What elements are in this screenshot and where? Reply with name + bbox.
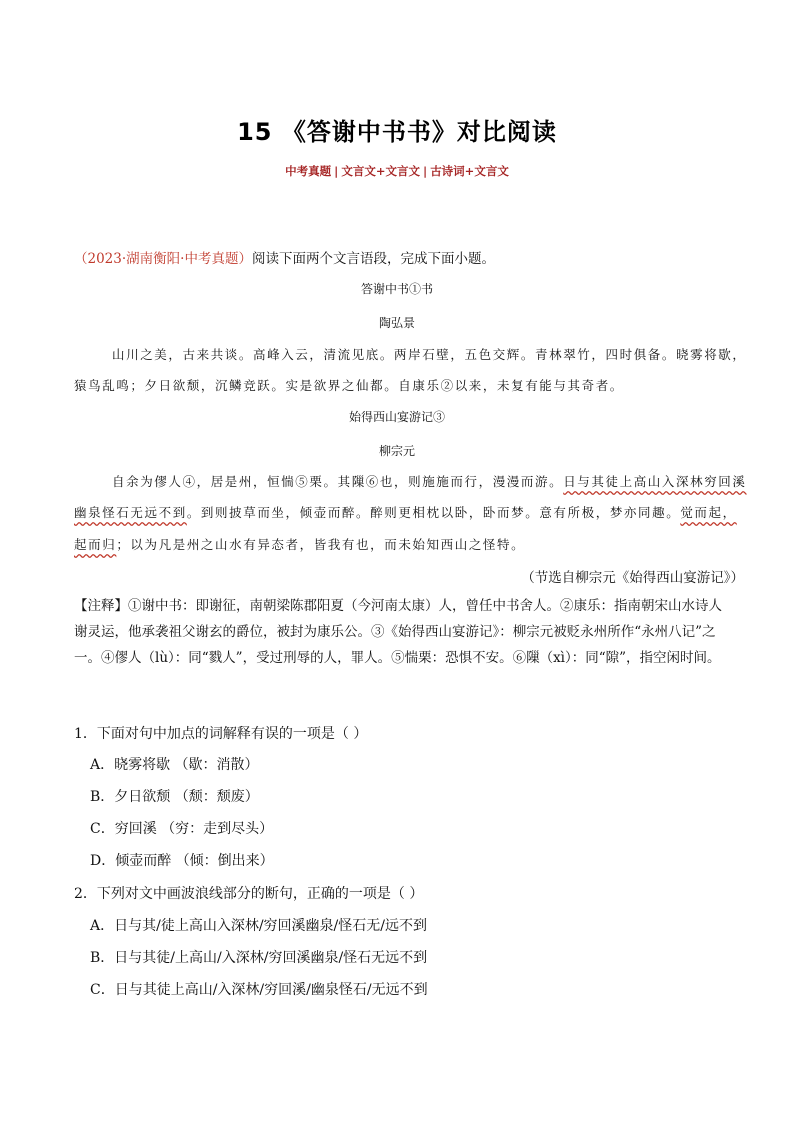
passage2-text: 。到则披草而坐，倾壶而醉。醉则更相枕以卧，卧而梦。意有所极，梦亦同趣。 xyxy=(186,505,681,520)
tag-exam: 中考真题 xyxy=(285,164,332,178)
passage1-title: 答谢中书①书 xyxy=(360,282,433,296)
passage2-line xyxy=(74,535,525,553)
passage2-line xyxy=(112,472,747,490)
passage2-title: 始得西山宴游记③ xyxy=(348,410,445,424)
intro-line xyxy=(74,247,495,267)
question-1-stem: 1．下面对句中加点的词解释有误的一项是（ ） xyxy=(74,726,368,742)
passage1-line: 猿鸟乱鸣；夕日欲颓，沉鳞竞跃。实是欲界之仙都。自康乐②以来，未复有能与其奇者。 xyxy=(74,378,624,393)
tag-separator: | xyxy=(334,164,339,178)
wavy-underlined-text: 觉而起， xyxy=(680,505,737,520)
question-2-option-a[interactable]: A．日与其/徒上高山入深林/穷回溪幽泉/怪石无/远不到 xyxy=(90,918,427,934)
question-1-option-a[interactable]: A．晓雾将歇 （歇：消散） xyxy=(90,757,259,773)
question-2-option-c[interactable]: C．日与其徒上高山/入深林/穷回溪/幽泉怪石/无远不到 xyxy=(90,982,428,998)
category-tags xyxy=(0,163,794,179)
passage2-text: 自余为僇人④，居是州，恒惴⑤栗。其隟⑥也，则施施而行，漫漫而游。 xyxy=(112,474,564,489)
question-1-option-b[interactable]: B．夕日欲颓 （颓：颓废） xyxy=(90,789,259,805)
passage2-source: （节选自柳宗元《始得西山宴游记》） xyxy=(521,570,744,586)
tag-wenyan-wenyan: 文言文+文言文 xyxy=(341,164,420,178)
passage1-author: 陶弘景 xyxy=(378,316,415,330)
wavy-underlined-text: 日与其徒上高山入深林穷回溪 xyxy=(563,474,747,489)
passage1-line: 山川之美，古来共谈。高峰入云，清流见底。两岸石壁，五色交辉。青林翠竹，四时俱备。晓雾将歇， xyxy=(112,347,747,362)
question-2-option-b[interactable]: B．日与其徒/上高山/入深林/穷回溪幽泉/怪石无远不到 xyxy=(90,950,428,966)
tag-poem-wenyan: 古诗词+文言文 xyxy=(430,164,509,178)
wavy-underlined-text: 起而归 xyxy=(74,537,117,552)
wavy-underlined-text: 幽泉怪石无远不到 xyxy=(74,505,187,520)
page-title: 15 《答谢中书书》对比阅读 xyxy=(237,118,557,146)
intro-text: 阅读下面两个文言语段，完成下面小题。 xyxy=(251,251,495,267)
passage2-author: 柳宗元 xyxy=(378,444,415,458)
passage2-text: ；以为凡是州之山水有异态者，皆我有也，而未始知西山之怪特。 xyxy=(116,537,526,552)
question-1-option-d[interactable]: D．倾壶而醉 （倾：倒出来） xyxy=(90,853,274,869)
passage2-line xyxy=(74,503,737,521)
exam-source: （2023·湖南衡阳·中考真题） xyxy=(74,251,252,267)
question-2-stem: 2．下列对文中画波浪线部分的断句，正确的一项是（ ） xyxy=(74,886,424,902)
annotations: 【注释】①谢中书：即谢征，南朝梁陈郡阳夏（今河南太康）人，曾任中书舍人。②康乐：指南朝宋山水诗人谢灵运，他承袭祖父谢玄的爵位，被封为康乐公。③《始得西山宴游记》：柳宗元被贬永州所作“永州八记”之一。④僇人（lù）：同“戮人”，受过刑辱的人，罪人。⑤惴栗：恐惧不安。⑥隟（xì）：同“隙”，指空闲时间。 xyxy=(74,598,722,666)
question-1-option-c[interactable]: C．穷回溪 （穷：走到尽头） xyxy=(90,821,274,837)
tag-separator: | xyxy=(423,164,428,178)
